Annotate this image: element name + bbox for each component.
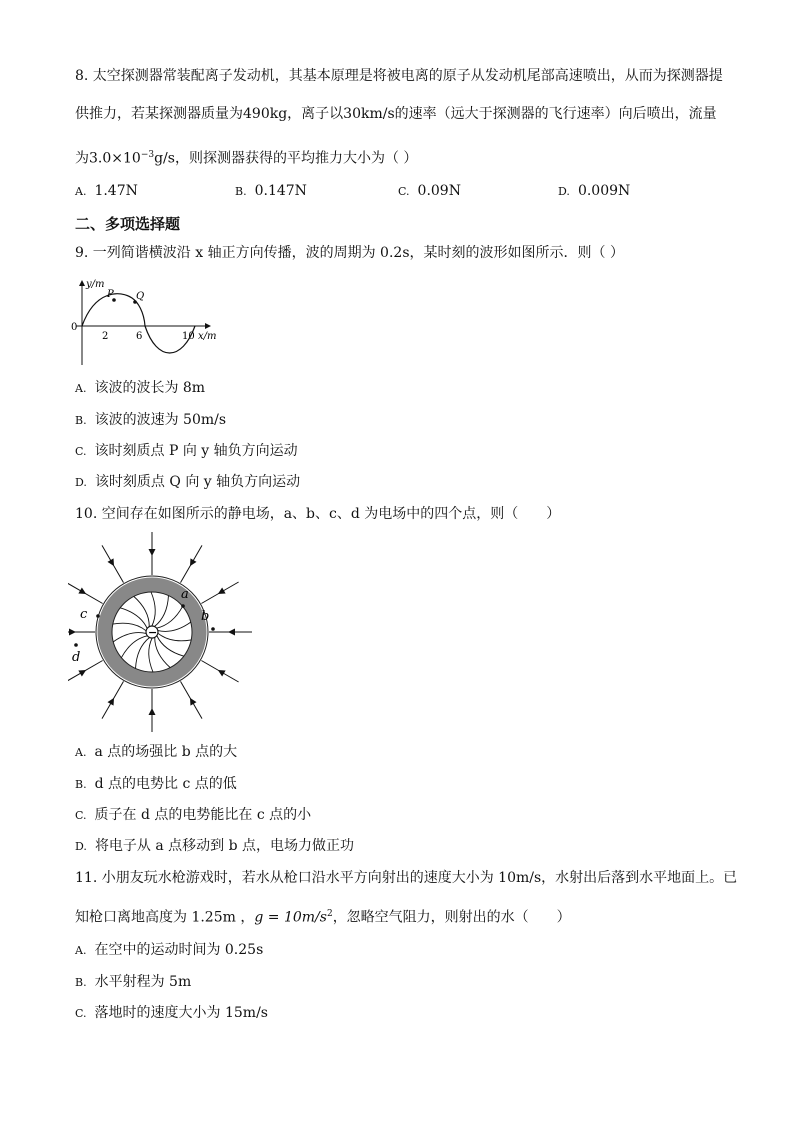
option-label: C. bbox=[398, 185, 410, 198]
tick-10: 10 bbox=[182, 331, 195, 342]
q9-option-d[interactable] bbox=[75, 472, 300, 493]
option-text: 在空中的运动时间为 0.25s bbox=[94, 942, 264, 958]
q10-stem: 10. 空间存在如图所示的静电场，a、b、c、d 为电场中的四个点，则（ ） bbox=[75, 506, 561, 522]
field-arrow bbox=[228, 629, 235, 636]
field-arrow bbox=[149, 549, 156, 556]
option-label: C. bbox=[75, 1007, 87, 1020]
q11-option-c[interactable] bbox=[75, 1003, 268, 1024]
q8-line-3 bbox=[75, 145, 417, 169]
field-arrow bbox=[69, 629, 76, 636]
point-p-label: P bbox=[107, 289, 114, 300]
option-label: B. bbox=[235, 185, 247, 198]
q8-option-b[interactable] bbox=[235, 181, 307, 202]
q11-g-exponent: 2 bbox=[326, 909, 333, 919]
option-value: 0.147N bbox=[254, 183, 307, 199]
option-label: D. bbox=[75, 840, 87, 853]
q8-line-2: 供推力，若某探测器质量为490kg，离子以30km/s的速率（远大于探测器的飞行速率）向后喷出，流量 bbox=[75, 106, 717, 122]
q8-flow-exponent: −3 bbox=[140, 150, 155, 160]
q8-line-3-pre: 为 bbox=[75, 150, 89, 167]
q11-option-b[interactable] bbox=[75, 972, 191, 993]
x-axis-label: x/m bbox=[198, 331, 217, 342]
option-text: 该时刻质点 Q 向 y 轴负方向运动 bbox=[94, 474, 301, 490]
option-text: a 点的场强比 b 点的大 bbox=[94, 744, 238, 760]
point-c-label: c bbox=[80, 607, 88, 622]
q9-option-b[interactable] bbox=[75, 410, 226, 431]
option-label: B. bbox=[75, 976, 87, 989]
wave-curve bbox=[82, 294, 195, 353]
point-a-label: a bbox=[181, 587, 189, 602]
point-a-dot bbox=[181, 604, 185, 608]
option-label: A. bbox=[75, 185, 87, 198]
option-text: 质子在 d 点的电势能比在 c 点的小 bbox=[94, 807, 312, 823]
q11-line-1: 11. 小朋友玩水枪游戏时，若水从枪口沿水平方向射出的速度大小为 10m/s，水射出后落到水平地面上。已 bbox=[75, 870, 738, 886]
option-label: C. bbox=[75, 445, 87, 458]
option-label: D. bbox=[75, 476, 87, 489]
point-q-label: Q bbox=[136, 291, 145, 302]
q10-option-b[interactable] bbox=[75, 774, 237, 795]
q9-stem: 9. 一列简谐横波沿 x 轴正方向传播，波的周期为 0.2s，某时刻的波形如图所示．则（ ） bbox=[75, 245, 624, 261]
q8-flow-base: 3.0×10 bbox=[89, 150, 141, 167]
q8-flow-unit: g/s bbox=[154, 150, 175, 167]
wave-figure bbox=[66, 277, 226, 369]
q8-line-1: 8. 太空探测器常装配离子发动机，其基本原理是将被电离的原子从发动机尾部高速喷出，从而为探测器提 bbox=[75, 68, 723, 84]
point-d-label: d bbox=[72, 650, 81, 665]
q8-option-d[interactable] bbox=[558, 181, 630, 202]
option-label: B. bbox=[75, 778, 87, 791]
q8-option-c[interactable] bbox=[398, 181, 461, 202]
y-axis-label: y/m bbox=[86, 279, 105, 290]
tick-6: 6 bbox=[136, 331, 143, 342]
option-text: 该波的波速为 50m/s bbox=[94, 412, 227, 428]
q10-option-d[interactable] bbox=[75, 836, 354, 857]
point-b-dot bbox=[211, 627, 215, 631]
q10-option-a[interactable] bbox=[75, 742, 237, 763]
q11-line-2 bbox=[75, 904, 571, 928]
q9-option-a[interactable] bbox=[75, 378, 205, 399]
q9-option-c[interactable] bbox=[75, 441, 298, 462]
option-label: A. bbox=[75, 746, 87, 759]
point-d-dot bbox=[74, 643, 78, 647]
option-value: 0.09N bbox=[417, 183, 461, 199]
point-b-label: b bbox=[201, 609, 210, 624]
option-text: 水平射程为 5m bbox=[94, 974, 192, 990]
q8-line-3-post: ，则探测器获得的平均推力大小为（ ） bbox=[174, 150, 418, 167]
charge-sign: − bbox=[148, 626, 158, 639]
electric-field-figure bbox=[68, 528, 276, 736]
q11-g-expression: g = 10m/s bbox=[254, 909, 327, 926]
option-text: 将电子从 a 点移动到 b 点，电场力做正功 bbox=[94, 838, 355, 854]
section-title: 二、多项选择题 bbox=[75, 215, 181, 233]
field-arrow bbox=[149, 708, 156, 715]
option-label: B. bbox=[75, 414, 87, 427]
q8-option-a[interactable] bbox=[75, 181, 138, 202]
option-label: C. bbox=[75, 809, 87, 822]
option-label: A. bbox=[75, 382, 87, 395]
origin-label: 0 bbox=[71, 322, 78, 333]
option-value: 0.009N bbox=[577, 183, 631, 199]
q11-option-a[interactable] bbox=[75, 940, 263, 961]
q10-option-c[interactable] bbox=[75, 805, 311, 826]
option-label: D. bbox=[558, 185, 570, 198]
point-c-dot bbox=[96, 614, 100, 618]
q11-line-2-post: ，忽略空气阻力，则射出的水（ ） bbox=[332, 909, 571, 926]
option-text: 该时刻质点 P 向 y 轴负方向运动 bbox=[94, 443, 298, 459]
option-label: A. bbox=[75, 944, 87, 957]
option-text: 落地时的速度大小为 15m/s bbox=[94, 1005, 268, 1021]
tick-2: 2 bbox=[102, 331, 109, 342]
option-text: 该波的波长为 8m bbox=[94, 380, 206, 396]
option-value: 1.47N bbox=[94, 183, 138, 199]
option-text: d 点的电势比 c 点的低 bbox=[94, 776, 237, 792]
q11-line-2-pre: 知枪口离地高度为 1.25m ， bbox=[75, 909, 255, 926]
